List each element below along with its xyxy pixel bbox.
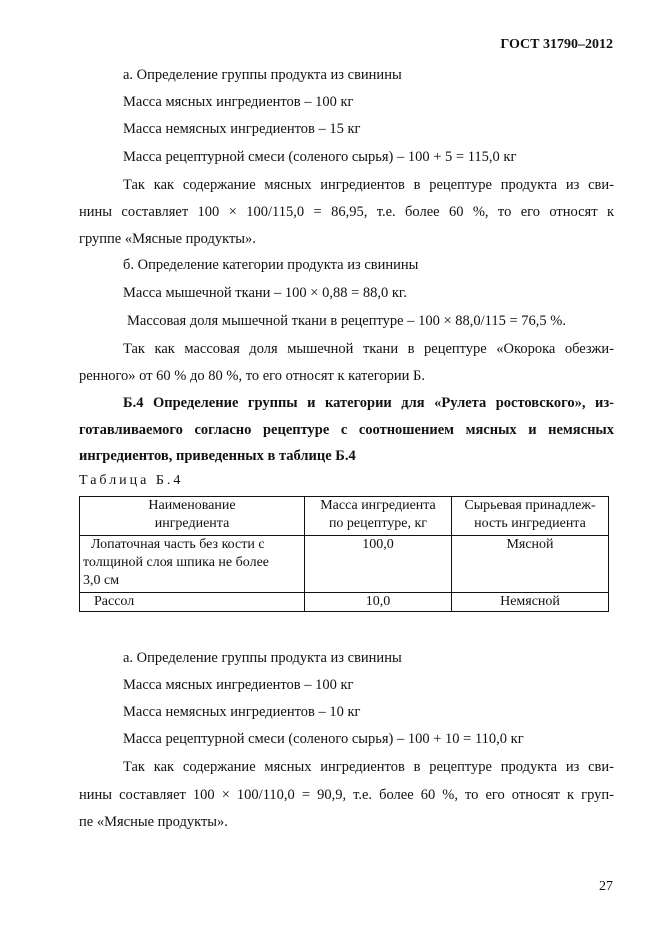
- section-a-title: а. Определение группы продукта из свинины: [123, 67, 402, 83]
- header-ingredient-type: [452, 497, 609, 536]
- header-text: ность ингредиента: [474, 516, 586, 531]
- table-row: [80, 593, 609, 612]
- meat-mass-line: Масса мясных ингредиентов – 100 кг: [123, 94, 354, 110]
- meat-mass-line: Масса мясных ингредиентов – 100 кг: [123, 677, 354, 693]
- ingredient-name-cell: [80, 536, 305, 593]
- cell-text: Лопаточная часть без кости с: [91, 537, 265, 552]
- header-ingredient-name: [80, 497, 305, 536]
- section-heading: ингредиентов, приведенных в таблице Б.4: [79, 448, 356, 464]
- table-caption: Таблица Б.4: [79, 473, 184, 488]
- table-row: [80, 536, 609, 593]
- ingredient-mass-cell: 100,0: [305, 536, 452, 593]
- header-text: Наименование: [148, 498, 236, 513]
- conclusion-line: группе «Мясные продукты».: [79, 231, 256, 247]
- section-heading: Б.4 Определение группы и категории для «Рулета ростовского», из-: [123, 395, 614, 411]
- ingredient-type-cell: Мясной: [452, 536, 609, 593]
- category-conclusion-line: Так как массовая доля мышечной ткани в рецептуре «Окорока обезжи-: [123, 341, 614, 357]
- section-a-title: а. Определение группы продукта из свинины: [123, 650, 402, 666]
- ingredient-mass-cell: 10,0: [305, 593, 452, 612]
- document-id: ГОСТ 31790–2012: [500, 37, 613, 52]
- recipe-mass-line: Масса рецептурной смеси (соленого сырья) – 100 + 5 = 115,0 кг: [123, 149, 517, 165]
- header-text: ингредиента: [154, 516, 230, 531]
- cell-text: 3,0 см: [83, 573, 120, 588]
- conclusion-line: нины составляет 100 × 100/110,0 = 90,9, т.е. более 60 %, то его относят к груп-: [79, 787, 614, 803]
- category-conclusion-line: ренного» от 60 % до 80 %, то его относят к категории Б.: [79, 368, 425, 384]
- nonmeat-mass-line: Масса немясных ингредиентов – 10 кг: [123, 704, 361, 720]
- cell-text: толщиной слоя шпика не более: [83, 555, 269, 570]
- conclusion-line: Так как содержание мясных ингредиентов в рецептуре продукта из сви-: [123, 177, 614, 193]
- header-text: Масса ингредиента: [320, 498, 436, 513]
- header-ingredient-mass: [305, 497, 452, 536]
- header-text: по рецептуре, кг: [328, 516, 428, 531]
- conclusion-line: Так как содержание мясных ингредиентов в рецептуре продукта из сви-: [123, 759, 614, 775]
- section-heading: готавливаемого согласно рецептуре с соотношением мясных и немясных: [79, 422, 614, 438]
- ingredient-name-cell: Рассол: [80, 593, 305, 612]
- ingredients-table: [79, 496, 609, 612]
- muscle-mass-line: Масса мышечной ткани – 100 × 0,88 = 88,0 кг.: [123, 285, 407, 301]
- ingredient-type-cell: Немясной: [452, 593, 609, 612]
- conclusion-line: пе «Мясные продукты».: [79, 814, 228, 830]
- section-b-title: б. Определение категории продукта из свинины: [123, 257, 419, 273]
- conclusion-line: нины составляет 100 × 100/115,0 = 86,95, т.е. более 60 %, то его относят к: [79, 204, 614, 220]
- page-number: 27: [599, 879, 613, 894]
- nonmeat-mass-line: Масса немясных ингредиентов – 15 кг: [123, 121, 361, 137]
- recipe-mass-line: Масса рецептурной смеси (соленого сырья) – 100 + 10 = 110,0 кг: [123, 731, 524, 747]
- muscle-share-line: Массовая доля мышечной ткани в рецептуре – 100 × 88,0/115 = 76,5 %.: [127, 313, 567, 329]
- header-text: Сырьевая принадлеж-: [464, 498, 596, 513]
- table-header-row: [80, 497, 609, 536]
